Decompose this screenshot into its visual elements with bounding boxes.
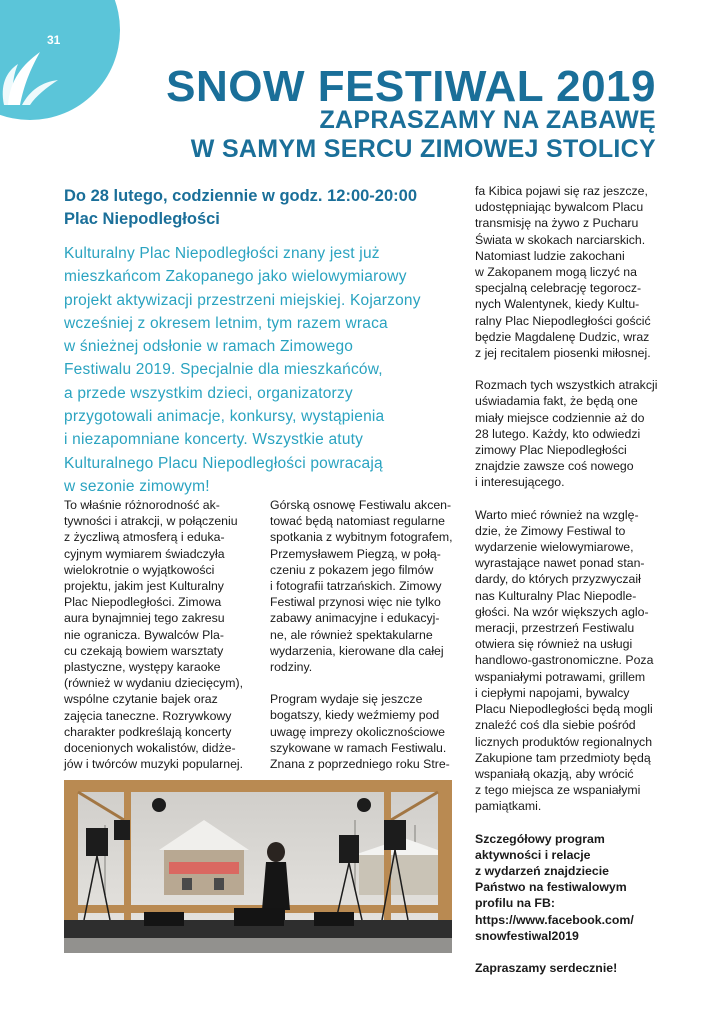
body-line: głości. Na wzór większych aglo- <box>475 604 649 619</box>
page-title: SNOW FESTIWAL 2019 <box>166 62 656 111</box>
body-line: będzie Magdalenę Dudzic, wraz <box>475 329 650 344</box>
body-line: uświadamia fakt, że będą one <box>475 394 638 409</box>
body-line: Placu Niepodległości będą mogli <box>475 702 653 717</box>
body-line: zabawy animacyjne i edukacyj- <box>270 611 440 626</box>
body-line: miały miejsce codziennie aż do <box>475 410 645 425</box>
body-line: To właśnie różnorodność ak- <box>64 498 220 512</box>
body-line: z wydarzeń znajdziecie <box>475 863 609 878</box>
body-column-2 <box>270 497 452 772</box>
body-line: rodziny. <box>270 660 313 675</box>
body-line: dardy, do których przyzwyczaił <box>475 572 641 587</box>
body-line: udostępniając bywalcom Placu <box>475 200 644 215</box>
body-line: spotkania z wybitnym fotografem, <box>270 530 453 545</box>
stage-photo-icon <box>64 780 452 953</box>
body-line: ralny Plac Niepodległości gościć <box>475 313 651 328</box>
body-line: 28 lutego. Każdy, kto odwiedzi <box>475 426 641 441</box>
body-line: meracji, przestrzeń Festiwalu <box>475 621 635 636</box>
body-line: zimowy Plac Niepodległości <box>475 443 627 458</box>
event-date: Do 28 lutego, codziennie w godz. 12:00-20:00 <box>64 187 417 205</box>
body-line: aura bynajmniej tego zakresu <box>64 611 225 626</box>
closing-line: Zapraszamy serdecznie! <box>475 960 618 975</box>
body-line: z jej recitalem piosenki miłosnej. <box>475 346 651 361</box>
body-line: specjalną celebrację tegorocz- <box>475 281 642 296</box>
body-line: znaleźć coś dla siebie pośród <box>475 718 636 733</box>
body-line: projektu, jakim jest Kulturalny <box>64 579 224 594</box>
body-line: i fotografii tatrzańskich. Zimowy <box>270 579 442 594</box>
lead-line: i niezapomniane koncerty. Wszystkie atuty <box>64 431 364 449</box>
body-line: bogatszy, kiedy weźmiemy pod <box>270 708 440 723</box>
body-line: pamiątkami. <box>475 799 542 814</box>
subtitle-line-2: W SAMYM SERCU ZIMOWEJ STOLICY <box>190 135 656 163</box>
body-line: wspaniałymi potrawami, grillem <box>475 669 646 684</box>
body-line: Znana z poprzedniego roku Stre- <box>270 757 450 772</box>
body-line: z życzliwą atmosferą i eduka- <box>64 530 225 545</box>
event-date-location <box>64 185 417 231</box>
body-line: wydarzenie wielowymiarowe, <box>475 540 634 555</box>
body-line: i ciepłymi napojami, bywalcy <box>475 685 630 700</box>
body-line: nas Kulturalny Plac Niepodle- <box>475 588 637 603</box>
lead-line: projekt aktywizacji przestrzeni miejskiej. Kojarzony <box>64 291 421 309</box>
body-line: wspólne czytanie bajek oraz <box>64 692 218 707</box>
event-location: Plac Niepodległości <box>64 210 220 228</box>
body-line: Szczegółowy program <box>475 831 605 846</box>
body-line: plastyczne, występy karaoke <box>64 660 221 675</box>
lead-line: Kulturalny Plac Niepodległości znany jest już <box>64 245 380 262</box>
body-line: charakter podkreślają koncerty <box>64 724 232 739</box>
body-line: Państwo na festiwalowym <box>475 880 627 895</box>
body-column-3 <box>475 183 657 976</box>
body-line: Plac Niepodległości. Zimowa <box>64 595 222 610</box>
body-line: Natomiast ludzie zakochani <box>475 248 625 263</box>
body-line: handlowo-gastronomiczne. Poza <box>475 653 654 668</box>
body-line: znajdzie zawsze coś nowego <box>475 459 634 474</box>
body-line: zajęcia taneczne. Rozrywkowy <box>64 708 232 723</box>
body-line: Zakupione tam przedmioty będą <box>475 750 651 765</box>
lead-paragraph <box>64 242 464 498</box>
body-line: fa Kibica pojawi się raz jeszcze, <box>475 184 648 198</box>
body-line: i interesującego. <box>475 475 565 490</box>
body-line: otwiera się również na usługi <box>475 637 633 652</box>
facebook-link[interactable]: https://www.facebook.com/ <box>475 912 634 927</box>
lead-line: wcześniej z okresem letnim, tym razem wraca <box>64 314 388 332</box>
body-line: ne, ale również spektakularne <box>270 627 433 642</box>
lead-line: przygotowali animacje, konkursy, wystąpienia <box>64 408 385 426</box>
body-line: nych Walentynek, kiedy Kultu- <box>475 297 640 312</box>
body-line: licznych produktów regionalnych <box>475 734 653 749</box>
body-line: wielokrotnie o wyjątkowości <box>64 562 215 577</box>
body-line: wydarzenia, kierowane dla całej <box>270 643 444 658</box>
body-line: tować będą natomiast regularne <box>270 514 445 529</box>
body-line: Górską osnowę Festiwalu akcen- <box>270 498 452 512</box>
body-line: docenionych wokalistów, didże- <box>64 741 236 756</box>
body-line: cu czekają bowiem warsztaty <box>64 643 224 658</box>
body-line: wyrastające nawet ponad stan- <box>475 556 645 571</box>
body-line: (również w wydaniu dziecięcym), <box>64 676 244 691</box>
body-line: w Zakopanem mogą liczyć na <box>475 265 637 280</box>
body-line: cyjnym wymiarem świadczyła <box>64 546 225 561</box>
body-line: tywności i atrakcji, w połączeniu <box>64 514 238 529</box>
body-line: wspaniałą okazją, aby wrócić <box>475 766 634 781</box>
lead-line: Kulturalnego Placu Niepodległości powracają <box>64 454 383 472</box>
lead-line: w śnieżnej odsłonie w ramach Zimowego <box>64 338 354 356</box>
page-number: 31 <box>47 33 61 47</box>
subtitle-line-1: ZAPRASZAMY NA ZABAWĘ <box>319 106 656 134</box>
stage-photo <box>64 780 452 953</box>
lead-line: a przede wszystkim dzieci, organizatorzy <box>64 384 353 402</box>
body-line: jów i twórców muzyki popularnej. <box>64 757 244 772</box>
body-line: nie ogranicza. Bywalców Pla- <box>64 627 224 642</box>
lead-line: Festiwalu 2019. Specjalnie dla mieszkańców, <box>64 361 383 379</box>
body-line: szykowane w ramach Festiwalu. <box>270 740 447 755</box>
body-line: Festiwal przynosi więc nie tylko <box>270 595 441 610</box>
body-line: Przemysławem Piegzą, w połą- <box>270 546 441 561</box>
body-line: Rozmach tych wszystkich atrakcji <box>475 378 658 393</box>
body-line: dzie, że Zimowy Festiwal to <box>475 523 626 538</box>
lead-line: w sezonie zimowym! <box>64 477 210 495</box>
body-line: transmisję na żywo z Pucharu <box>475 216 639 231</box>
body-line: uwagę imprezy okolicznościowe <box>270 724 445 739</box>
body-line: aktywności i relacje <box>475 847 591 862</box>
lead-line: mieszkańcom Zakopanego jako wielowymiarowy <box>64 268 407 286</box>
body-line: z tego miejsca ze wspaniałymi <box>475 783 641 798</box>
body-line: Warto mieć również na wzglę- <box>475 507 639 522</box>
body-column-1 <box>64 497 243 772</box>
facebook-link-cont[interactable]: snowfestiwal2019 <box>475 928 579 943</box>
facebook-info <box>475 831 657 977</box>
body-line: czeniu z pokazem jego filmów <box>270 562 434 577</box>
body-line: Świata w skokach narciarskich. <box>475 232 646 247</box>
body-line: Program wydaje się jeszcze <box>270 692 423 707</box>
body-line: profilu na FB: <box>475 896 555 911</box>
